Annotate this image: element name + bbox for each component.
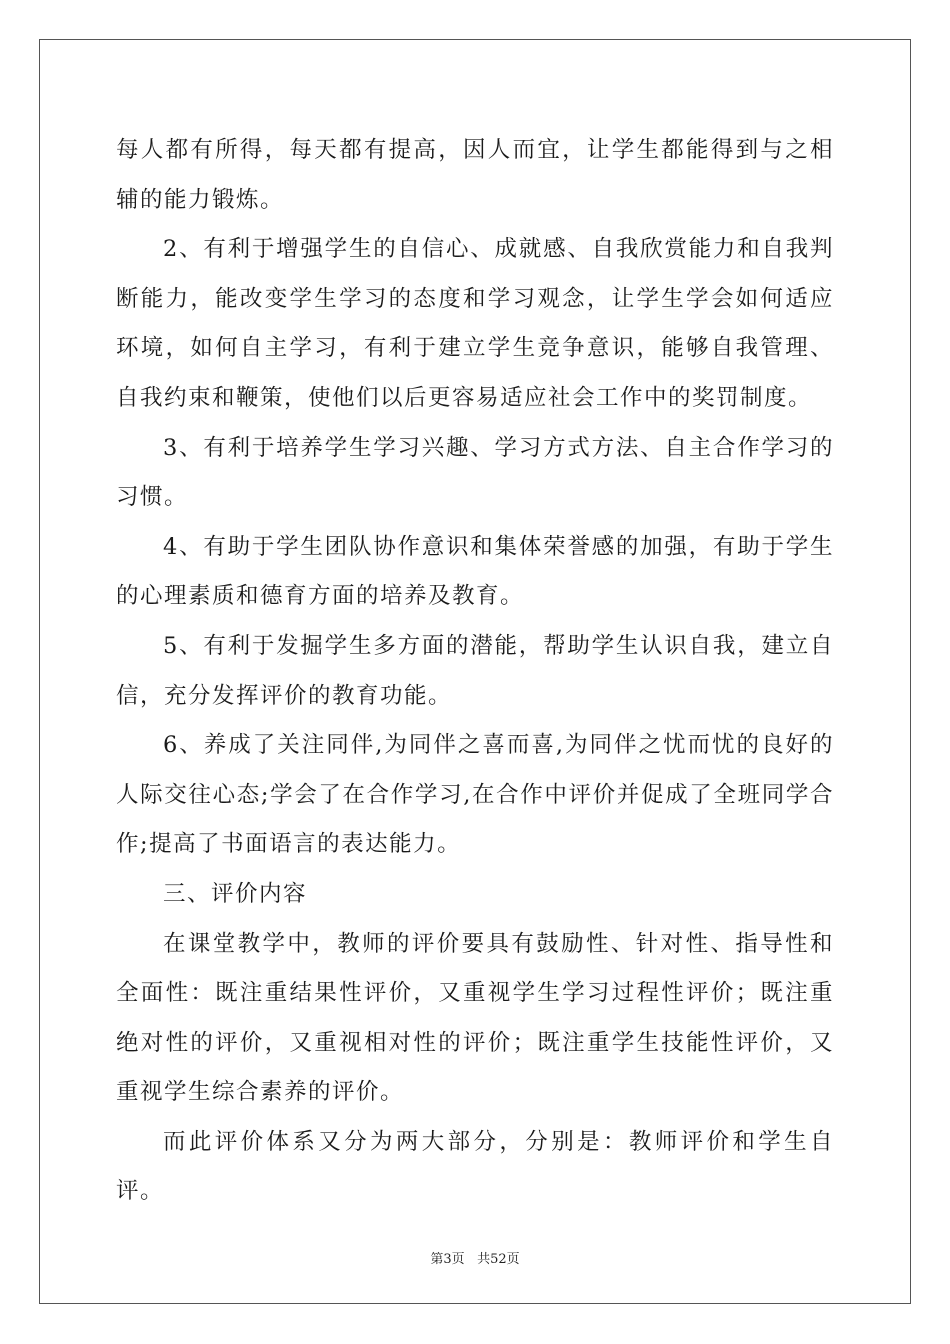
paragraph-8: 而此评价体系又分为两大部分，分别是：教师评价和学生自评。 (116, 1128, 834, 1205)
paragraph-5: 5、有利于发掘学生多方面的潜能，帮助学生认识自我，建立自信，充分发挥评价的教育功能。 (116, 632, 834, 709)
page-footer (0, 1248, 950, 1267)
paragraph-3: 3、有利于培养学生学习兴趣、学习方式方法、自主合作学习的习惯。 (116, 434, 834, 511)
paragraph-7: 在课堂教学中，教师的评价要具有鼓励性、针对性、指导性和全面性：既注重结果性评价，又重视学生学习过程性评价；既注重绝对性的评价，又重视相对性的评价；既注重学生技能性评价，又重视学生综合素养的评价。 (116, 930, 834, 1106)
document-body (116, 126, 834, 1217)
paragraph-2: 2、有利于增强学生的自信心、成就感、自我欣赏能力和自我判断能力，能改变学生学习的态度和学习观念，让学生学会如何适应环境，如何自主学习，有利于建立学生竞争意识，能够自我管理、自我约束和鞭策，使他们以后更容易适应社会工作中的奖罚制度。 (116, 236, 834, 411)
page-number: 第3页 (430, 1252, 465, 1267)
paragraph-6: 6、养成了关注同伴,为同伴之喜而喜,为同伴之忧而忧的良好的人际交往心态;学会了在合作学习,在合作中评价并促成了全班同学合作;提高了书面语言的表达能力。 (116, 732, 834, 858)
section-heading: 三、评价内容 (163, 880, 308, 907)
paragraph-1: 每人都有所得，每天都有提高，因人而宜，让学生都能得到与之相辅的能力锻炼。 (116, 137, 834, 213)
page-total: 共52页 (477, 1252, 520, 1267)
paragraph-4: 4、有助于学生团队协作意识和集体荣誉感的加强，有助于学生的心理素质和德育方面的培养及教育。 (116, 533, 834, 610)
